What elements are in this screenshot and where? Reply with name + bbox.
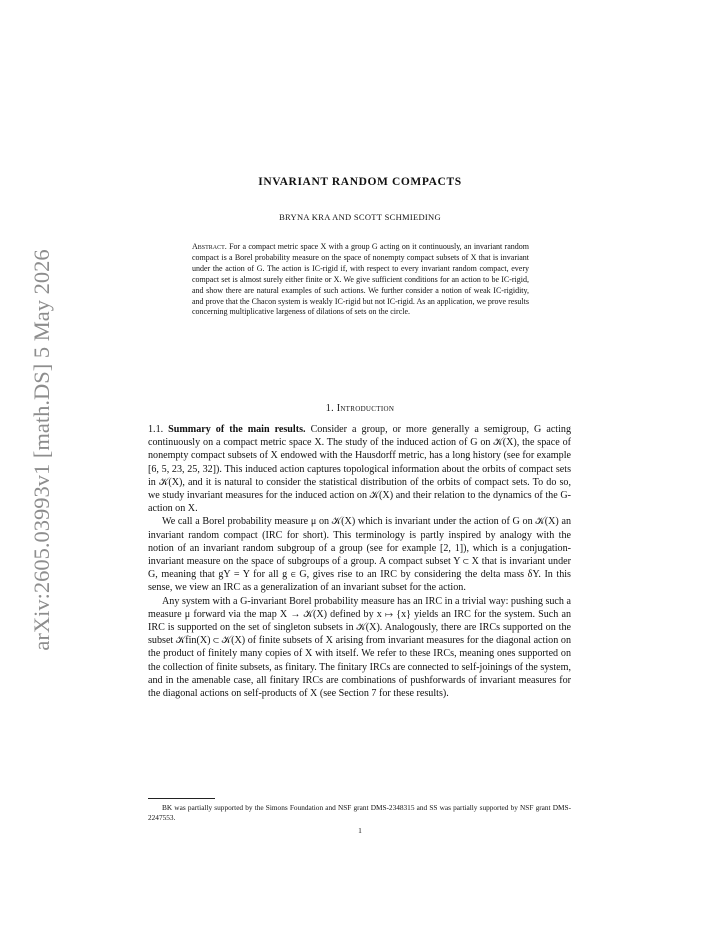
subsection-title: Summary of the main results. [168,424,306,435]
footnote-divider [148,798,215,799]
page-number: 1 [358,826,362,835]
paragraph-1 [148,423,571,515]
paper-title: INVARIANT RANDOM COMPACTS [258,176,462,188]
abstract-label: Abstract. [192,242,227,251]
arxiv-sidebar [22,245,62,655]
subsection-number: 1.1. [148,424,164,435]
abstract-text: For a compact metric space X with a group G acting on it continuously, an invariant random compact is a Borel probability measure on the space of nonempty compact subsets of X that is invariant under the action of G. The action is IC-rigid if, with respect to every invariant random compact, every compact set is almost surely either finite or X. We give sufficient conditions for an action to be IC-rigid, and show there are natural examples of such actions. We further consider a notion of weak IC-rigidity, and prove that the Chacon system is weakly IC-rigid but not IC-rigid. As an application, we prove results concerning multiplicative largeness of dilations of sets on the circle. [192,242,529,317]
footnote: BK was partially supported by the Simons Foundation and NSF grant DMS-2348315 and SS was partially supported by NSF grant DMS-2247553. [148,803,571,822]
paragraph-1-text: Consider a group, or more generally a semigroup, G acting continuously on a compact metric space X. The study of the induced action of G on 𝒦(X), the space of nonempty compact subsets of X endowed with the Hausdorff metric, has a long history (see for example [6, 5, 23, 25, 32]). This induced action captures topological information about the orbits of compact sets in 𝒦(X), and it is natural to consider the statistical distribution of the orbits of compact sets. To do so, we study invariant measures for the induced action on 𝒦(X) and their relation to the dynamics of the G-action on X. [148,424,572,515]
section-body [148,423,571,700]
section-heading: 1. Introduction [325,403,395,414]
arxiv-identifier: arXiv:2605.03993v1 [math.DS] 5 May 2026 [29,249,54,651]
abstract [192,242,529,318]
paragraph-3: Any system with a G-invariant Borel probability measure has an IRC in a trivial way: pushing such a measure μ forward via the map X → 𝒦(X) defined by x ↦ {x} yields an IRC for the system. Such an IRC is supported on the set of singleton subsets in 𝒦(X). Analogously, there are IRCs supported on the subset 𝒦fin(X) ⊂ 𝒦(X) of finite subsets of X arising from invariant measures for the diagonal action on the product of finitely many copies of X with itself. We refer to these IRCs, meaning ones supported on the collection of finite subsets, as finitary. The finitary IRCs are connected to self-joinings of the system, and in the amenable case, all finitary IRCs are combinations of pushforwards of invariant measures for the diagonal actions on self-products of X (see Section 7 for these results). [148,595,571,700]
paragraph-2: We call a Borel probability measure μ on 𝒦(X) which is invariant under the action of G on 𝒦(X) an invariant random compact (IRC for short). This terminology is partly inspired by analogy with the notion of an invariant random subgroup of a group (see for example [2, 1]), which is a conjugation-invariant measure on the space of subgroups of a group. A compact subset Y ⊂ X that is invariant under G, meaning that gY = Y for all g ∈ G, gives rise to an IRC by considering the delta mass δY. In this sense, we view an IRC as a generalization of an invariant subset for the action. [148,516,571,594]
paper-authors: BRYNA KRA AND SCOTT SCHMIEDING [279,212,441,222]
